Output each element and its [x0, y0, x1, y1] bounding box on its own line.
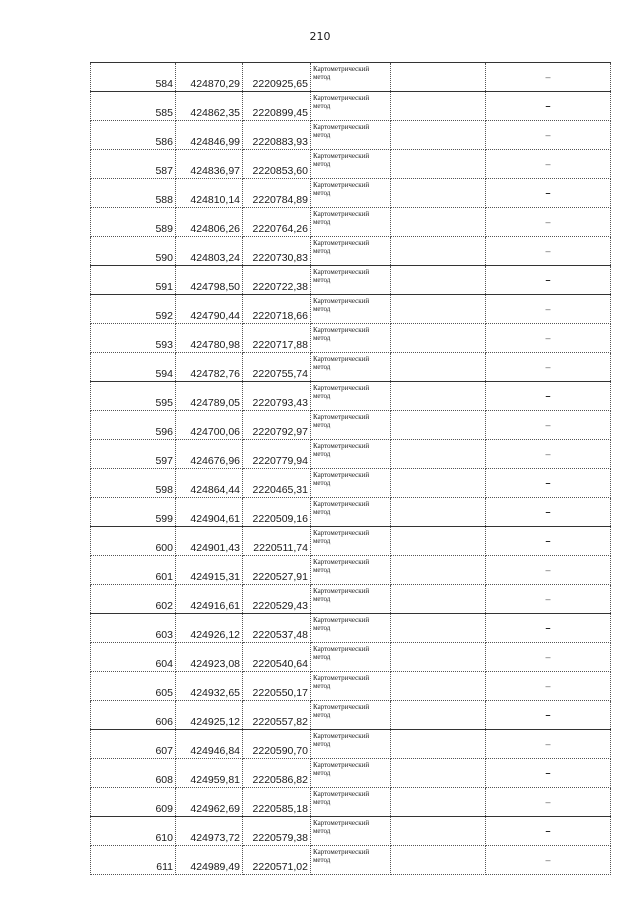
method-label-line2: метод [313, 508, 331, 516]
page-number: 210 [309, 30, 331, 43]
method-cell [311, 324, 391, 353]
coord-y-cell: 2220590,70 [243, 730, 311, 759]
point-number-cell: 607 [91, 730, 176, 759]
table-row [91, 324, 611, 353]
method-label-line2: метод [313, 827, 331, 835]
method-label-line1: Картометрический [313, 268, 370, 276]
method-label-line2: метод [313, 624, 331, 632]
method-label-line1: Картометрический [313, 674, 370, 682]
method-label-line2: метод [313, 682, 331, 690]
method-cell [311, 266, 391, 295]
coordinates-table [90, 62, 611, 875]
dash-cell: – [486, 440, 611, 469]
coord-x-cell: 424901,43 [176, 527, 243, 556]
empty-cell [391, 295, 486, 324]
coord-x-cell: 424989,49 [176, 846, 243, 875]
method-label-line1: Картометрический [313, 616, 370, 624]
dash-cell: – [486, 353, 611, 382]
coord-x-cell: 424790,44 [176, 295, 243, 324]
coord-y-cell: 2220571,02 [243, 846, 311, 875]
coord-y-cell: 2220730,83 [243, 237, 311, 266]
method-label-line2: метод [313, 131, 331, 139]
table-row [91, 353, 611, 382]
empty-cell [391, 63, 486, 92]
coord-y-cell: 2220586,82 [243, 759, 311, 788]
method-label-line2: метод [313, 769, 331, 777]
table-row [91, 121, 611, 150]
coord-x-cell: 424780,98 [176, 324, 243, 353]
method-cell [311, 382, 391, 411]
table-row [91, 382, 611, 411]
point-number-cell: 605 [91, 672, 176, 701]
method-label-line2: метод [313, 305, 331, 313]
coord-y-cell: 2220899,45 [243, 92, 311, 121]
coord-x-cell: 424798,50 [176, 266, 243, 295]
dash-cell: – [486, 759, 611, 788]
coord-x-cell: 424932,65 [176, 672, 243, 701]
point-number-cell: 590 [91, 237, 176, 266]
dash-cell: – [486, 92, 611, 121]
coord-x-cell: 424915,31 [176, 556, 243, 585]
empty-cell [391, 527, 486, 556]
dash-cell: – [486, 701, 611, 730]
coord-y-cell: 2220779,94 [243, 440, 311, 469]
table-row [91, 585, 611, 614]
dash-cell: – [486, 643, 611, 672]
point-number-cell: 591 [91, 266, 176, 295]
coord-x-cell: 424676,96 [176, 440, 243, 469]
table-row [91, 440, 611, 469]
method-label-line1: Картометрический [313, 442, 370, 450]
coord-x-cell: 424959,81 [176, 759, 243, 788]
table-row [91, 469, 611, 498]
dash-cell: – [486, 556, 611, 585]
point-number-cell: 601 [91, 556, 176, 585]
table-row [91, 556, 611, 585]
empty-cell [391, 208, 486, 237]
method-label-line2: метод [313, 479, 331, 487]
point-number-cell: 606 [91, 701, 176, 730]
method-label-line2: метод [313, 247, 331, 255]
coord-y-cell: 2220784,89 [243, 179, 311, 208]
method-cell [311, 643, 391, 672]
coord-y-cell: 2220550,17 [243, 672, 311, 701]
coord-y-cell: 2220717,88 [243, 324, 311, 353]
table-row [91, 208, 611, 237]
method-label-line2: метод [313, 537, 331, 545]
method-label-line2: метод [313, 334, 331, 342]
table-row [91, 643, 611, 672]
empty-cell [391, 237, 486, 266]
coord-y-cell: 2220465,31 [243, 469, 311, 498]
method-cell [311, 556, 391, 585]
dash-cell: – [486, 179, 611, 208]
point-number-cell: 593 [91, 324, 176, 353]
method-cell [311, 63, 391, 92]
coord-y-cell: 2220540,64 [243, 643, 311, 672]
method-label-line1: Картометрический [313, 471, 370, 479]
point-number-cell: 610 [91, 817, 176, 846]
method-label-line2: метод [313, 421, 331, 429]
empty-cell [391, 353, 486, 382]
empty-cell [391, 643, 486, 672]
method-cell [311, 150, 391, 179]
method-label-line1: Картометрический [313, 558, 370, 566]
table-row [91, 759, 611, 788]
empty-cell [391, 440, 486, 469]
dash-cell: – [486, 324, 611, 353]
empty-cell [391, 498, 486, 527]
empty-cell [391, 788, 486, 817]
method-cell [311, 527, 391, 556]
dash-cell: – [486, 237, 611, 266]
coord-y-cell: 2220883,93 [243, 121, 311, 150]
point-number-cell: 595 [91, 382, 176, 411]
table-row [91, 266, 611, 295]
method-label-line1: Картометрический [313, 181, 370, 189]
point-number-cell: 586 [91, 121, 176, 150]
method-label-line1: Картометрический [313, 819, 370, 827]
coord-y-cell: 2220529,43 [243, 585, 311, 614]
method-label-line1: Картометрический [313, 732, 370, 740]
coord-x-cell: 424923,08 [176, 643, 243, 672]
method-cell [311, 498, 391, 527]
point-number-cell: 585 [91, 92, 176, 121]
table-row [91, 237, 611, 266]
dash-cell: – [486, 208, 611, 237]
method-label-line2: метод [313, 160, 331, 168]
coord-y-cell: 2220585,18 [243, 788, 311, 817]
empty-cell [391, 701, 486, 730]
method-label-line1: Картометрический [313, 703, 370, 711]
coord-x-cell: 424904,61 [176, 498, 243, 527]
method-label-line2: метод [313, 189, 331, 197]
coord-y-cell: 2220537,48 [243, 614, 311, 643]
point-number-cell: 599 [91, 498, 176, 527]
empty-cell [391, 759, 486, 788]
dash-cell: – [486, 527, 611, 556]
coord-x-cell: 424700,06 [176, 411, 243, 440]
method-label-line1: Картометрический [313, 645, 370, 653]
empty-cell [391, 179, 486, 208]
coord-y-cell: 2220718,66 [243, 295, 311, 324]
empty-cell [391, 150, 486, 179]
point-number-cell: 592 [91, 295, 176, 324]
method-label-line2: метод [313, 711, 331, 719]
coord-x-cell: 424836,97 [176, 150, 243, 179]
method-cell [311, 759, 391, 788]
coord-y-cell: 2220509,16 [243, 498, 311, 527]
table-row [91, 411, 611, 440]
coord-y-cell: 2220793,43 [243, 382, 311, 411]
dash-cell: – [486, 382, 611, 411]
method-label-line1: Картометрический [313, 65, 370, 73]
method-cell [311, 672, 391, 701]
method-label-line2: метод [313, 392, 331, 400]
method-label-line1: Картометрический [313, 384, 370, 392]
point-number-cell: 594 [91, 353, 176, 382]
method-cell [311, 469, 391, 498]
method-label-line1: Картометрический [313, 152, 370, 160]
method-label-line1: Картометрический [313, 790, 370, 798]
coord-y-cell: 2220527,91 [243, 556, 311, 585]
coord-x-cell: 424862,35 [176, 92, 243, 121]
table-row [91, 150, 611, 179]
table-row [91, 730, 611, 759]
dash-cell: – [486, 469, 611, 498]
empty-cell [391, 817, 486, 846]
table-row [91, 817, 611, 846]
method-label-line2: метод [313, 798, 331, 806]
method-label-line1: Картометрический [313, 761, 370, 769]
method-label-line2: метод [313, 218, 331, 226]
method-cell [311, 237, 391, 266]
method-label-line2: метод [313, 856, 331, 864]
coord-y-cell: 2220511,74 [243, 527, 311, 556]
coord-y-cell: 2220557,82 [243, 701, 311, 730]
dash-cell: – [486, 295, 611, 324]
coord-x-cell: 424782,76 [176, 353, 243, 382]
method-label-line1: Картометрический [313, 239, 370, 247]
dash-cell: – [486, 730, 611, 759]
method-cell [311, 121, 391, 150]
method-label-line2: метод [313, 450, 331, 458]
method-cell [311, 817, 391, 846]
table-row [91, 672, 611, 701]
point-number-cell: 597 [91, 440, 176, 469]
point-number-cell: 589 [91, 208, 176, 237]
coord-y-cell: 2220792,97 [243, 411, 311, 440]
point-number-cell: 600 [91, 527, 176, 556]
coord-x-cell: 424803,24 [176, 237, 243, 266]
method-label-line2: метод [313, 73, 331, 81]
method-label-line2: метод [313, 102, 331, 110]
empty-cell [391, 614, 486, 643]
table-row [91, 63, 611, 92]
coord-x-cell: 424925,12 [176, 701, 243, 730]
table-row [91, 527, 611, 556]
empty-cell [391, 266, 486, 295]
method-cell [311, 440, 391, 469]
method-label-line1: Картометрический [313, 210, 370, 218]
point-number-cell: 598 [91, 469, 176, 498]
method-cell [311, 788, 391, 817]
method-cell [311, 295, 391, 324]
empty-cell [391, 92, 486, 121]
method-cell [311, 730, 391, 759]
dash-cell: – [486, 817, 611, 846]
dash-cell: – [486, 266, 611, 295]
table-body [91, 63, 611, 875]
table-row [91, 295, 611, 324]
dash-cell: – [486, 63, 611, 92]
method-label-line2: метод [313, 740, 331, 748]
table-row [91, 701, 611, 730]
table-row [91, 614, 611, 643]
method-cell [311, 353, 391, 382]
empty-cell [391, 324, 486, 353]
coord-y-cell: 2220853,60 [243, 150, 311, 179]
dash-cell: – [486, 411, 611, 440]
empty-cell [391, 411, 486, 440]
empty-cell [391, 585, 486, 614]
coord-y-cell: 2220925,65 [243, 63, 311, 92]
empty-cell [391, 382, 486, 411]
coord-x-cell: 424916,61 [176, 585, 243, 614]
method-label-line1: Картометрический [313, 529, 370, 537]
method-label-line1: Картометрический [313, 500, 370, 508]
method-cell [311, 614, 391, 643]
empty-cell [391, 846, 486, 875]
empty-cell [391, 121, 486, 150]
method-label-line1: Картометрический [313, 355, 370, 363]
dash-cell: – [486, 585, 611, 614]
coord-y-cell: 2220722,38 [243, 266, 311, 295]
point-number-cell: 604 [91, 643, 176, 672]
method-cell [311, 846, 391, 875]
table-row [91, 179, 611, 208]
method-label-line1: Картометрический [313, 848, 370, 856]
coord-x-cell: 424962,69 [176, 788, 243, 817]
point-number-cell: 587 [91, 150, 176, 179]
method-label-line2: метод [313, 276, 331, 284]
method-label-line1: Картометрический [313, 413, 370, 421]
coord-y-cell: 2220579,38 [243, 817, 311, 846]
coord-x-cell: 424946,84 [176, 730, 243, 759]
empty-cell [391, 730, 486, 759]
method-label-line1: Картометрический [313, 587, 370, 595]
point-number-cell: 603 [91, 614, 176, 643]
table-row [91, 92, 611, 121]
method-label-line1: Картометрический [313, 326, 370, 334]
method-cell [311, 208, 391, 237]
dash-cell: – [486, 614, 611, 643]
coord-x-cell: 424926,12 [176, 614, 243, 643]
coord-x-cell: 424870,29 [176, 63, 243, 92]
point-number-cell: 596 [91, 411, 176, 440]
coord-x-cell: 424789,05 [176, 382, 243, 411]
coord-x-cell: 424810,14 [176, 179, 243, 208]
method-label-line2: метод [313, 595, 331, 603]
table-row [91, 846, 611, 875]
empty-cell [391, 469, 486, 498]
method-label-line1: Картометрический [313, 123, 370, 131]
method-label-line2: метод [313, 363, 331, 371]
empty-cell [391, 556, 486, 585]
coord-x-cell: 424864,44 [176, 469, 243, 498]
point-number-cell: 608 [91, 759, 176, 788]
method-cell [311, 411, 391, 440]
coord-x-cell: 424973,72 [176, 817, 243, 846]
method-label-line1: Картометрический [313, 94, 370, 102]
method-label-line2: метод [313, 653, 331, 661]
coord-y-cell: 2220755,74 [243, 353, 311, 382]
coord-x-cell: 424806,26 [176, 208, 243, 237]
method-cell [311, 179, 391, 208]
coord-y-cell: 2220764,26 [243, 208, 311, 237]
method-label-line2: метод [313, 566, 331, 574]
method-cell [311, 585, 391, 614]
empty-cell [391, 672, 486, 701]
table-row [91, 498, 611, 527]
dash-cell: – [486, 788, 611, 817]
dash-cell: – [486, 150, 611, 179]
table-row [91, 788, 611, 817]
method-cell [311, 701, 391, 730]
dash-cell: – [486, 672, 611, 701]
point-number-cell: 588 [91, 179, 176, 208]
dash-cell: – [486, 121, 611, 150]
point-number-cell: 609 [91, 788, 176, 817]
point-number-cell: 602 [91, 585, 176, 614]
point-number-cell: 584 [91, 63, 176, 92]
coord-x-cell: 424846,99 [176, 121, 243, 150]
point-number-cell: 611 [91, 846, 176, 875]
dash-cell: – [486, 498, 611, 527]
method-cell [311, 92, 391, 121]
dash-cell: – [486, 846, 611, 875]
method-label-line1: Картометрический [313, 297, 370, 305]
